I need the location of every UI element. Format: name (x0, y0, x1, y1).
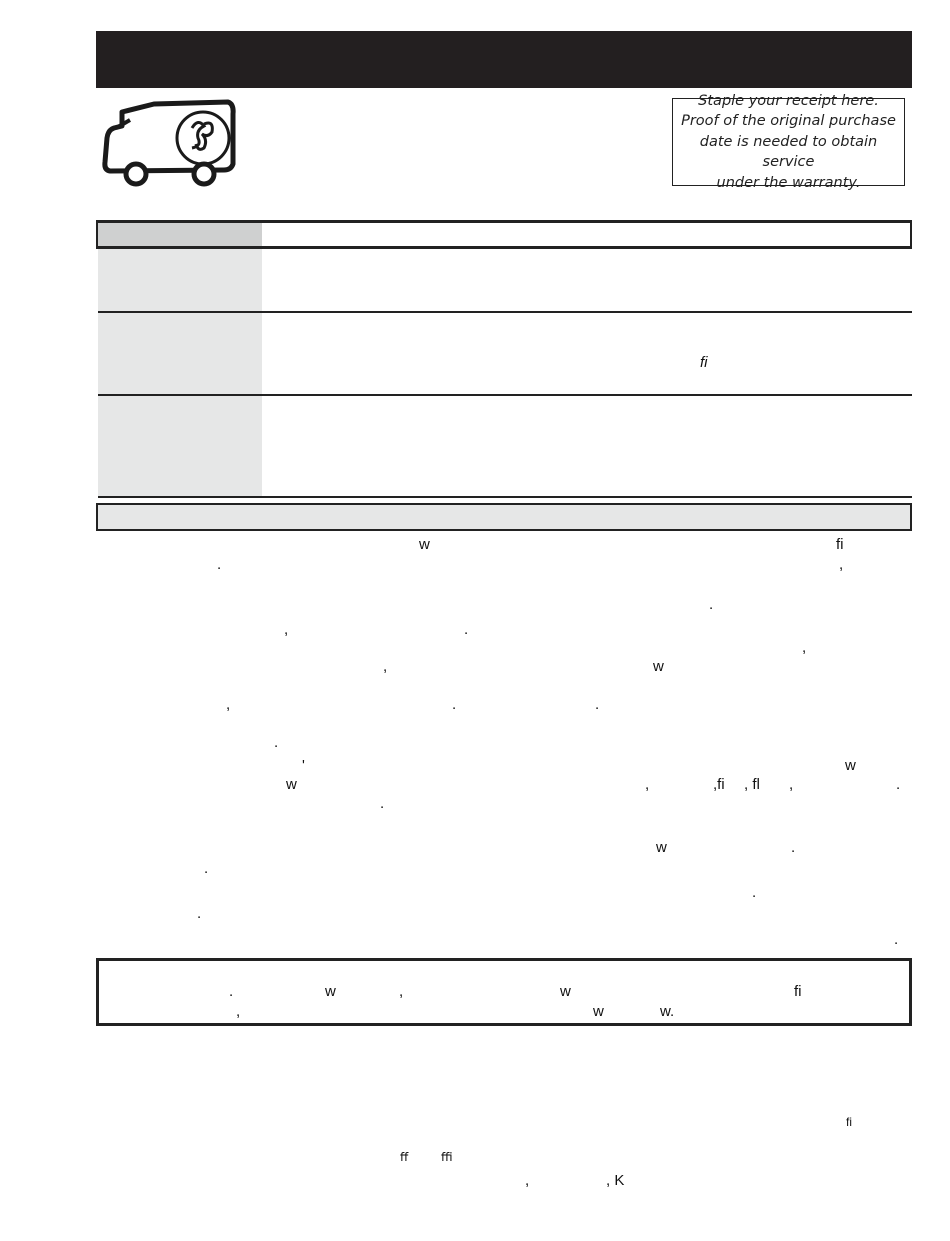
text-fragment: ﬁ (794, 983, 802, 1000)
table-row-label-cell (98, 249, 262, 311)
exclusions-heading-bar (96, 503, 912, 531)
text-fragment: w (653, 658, 664, 675)
text-fragment: w (560, 983, 571, 1000)
text-fragment: w (419, 536, 430, 553)
text-fragment: , (236, 1003, 241, 1020)
text-fragment: ﬃ (441, 1150, 453, 1164)
text-fragment: , (525, 1172, 530, 1189)
text-fragment: ' (302, 757, 305, 774)
text-fragment: , (383, 658, 388, 675)
text-fragment: , (645, 776, 650, 793)
receipt-note-line: Staple your receipt here. (698, 92, 879, 109)
text-fragment: , (284, 621, 289, 638)
text-fragment: , (399, 983, 404, 1000)
text-fragment: . (894, 931, 899, 948)
table-bottom-rule (98, 496, 912, 498)
text-fragment: w (325, 983, 336, 1000)
text-fragment: ﬁ (700, 354, 708, 371)
notice-box (96, 958, 912, 1026)
header-bar (96, 31, 912, 88)
text-fragment: . (217, 556, 222, 573)
text-fragment: ﬁ (846, 1115, 852, 1129)
text-fragment: . (791, 839, 796, 856)
receipt-note-line: Proof of the original purchase (681, 113, 896, 130)
text-fragment: . (709, 596, 714, 613)
text-fragment: , K (606, 1172, 625, 1189)
text-fragment: . (595, 696, 600, 713)
text-fragment: ﬁ (836, 536, 844, 553)
text-fragment: . (380, 795, 385, 812)
text-fragment: , (802, 639, 807, 656)
text-fragment: , (789, 776, 794, 793)
text-fragment: . (752, 884, 757, 901)
text-fragment: , (839, 556, 844, 573)
text-fragment: . (204, 860, 209, 877)
receipt-note-line: under the warranty. (716, 174, 861, 191)
text-fragment: ,ﬁ (713, 776, 725, 793)
table-row-label-cell (98, 313, 262, 394)
text-fragment: , ﬂ (744, 776, 760, 793)
text-fragment: ﬀ (400, 1150, 409, 1164)
text-fragment: . (452, 696, 457, 713)
text-fragment: , (226, 696, 231, 713)
table-header-left-cell (98, 223, 262, 246)
text-fragment: w (656, 839, 667, 856)
text-fragment: . (464, 621, 469, 638)
text-fragment: w (845, 757, 856, 774)
receipt-note-line: date is needed to obtain service (699, 133, 878, 171)
table-row-label-cell (98, 396, 262, 496)
text-fragment: w. (660, 1003, 675, 1020)
text-fragment: . (896, 776, 901, 793)
text-fragment: . (274, 734, 279, 751)
ge-service-van-icon (100, 98, 240, 190)
text-fragment: . (229, 983, 234, 1000)
text-fragment: w (286, 776, 297, 793)
receipt-staple-note (672, 92, 905, 191)
text-fragment: . (197, 905, 202, 922)
text-fragment: w (593, 1003, 604, 1020)
